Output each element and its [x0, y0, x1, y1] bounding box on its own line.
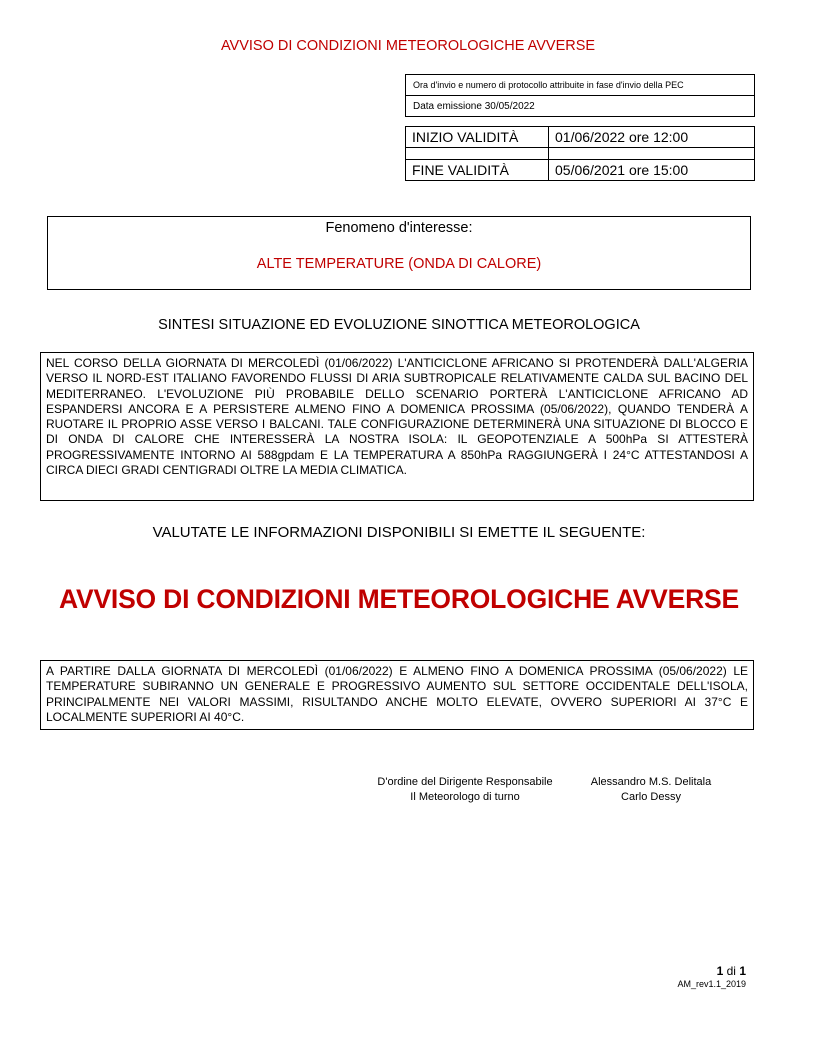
signature-right-line1: Alessandro M.S. Delitala	[590, 776, 712, 788]
phenomenon-box	[47, 216, 751, 290]
pec-info-table	[405, 74, 755, 117]
synthesis-heading: SINTESI SITUAZIONE ED EVOLUZIONE SINOTTICA METEOROLOGICA	[158, 317, 640, 333]
synthesis-text: NEL CORSO DELLA GIORNATA DI MERCOLEDÌ (01/06/2022) L'ANTICICLONE AFRICANO SI PROTENDERÀ DALL'ALGERIA VERSO IL NORD-EST ITALIANO FAVORENDO FLUSSI DI ARIA SUBTROPICALE RELATIVAMENTE CALDA SUL BACINO DEL MEDITERRANEO. L'EVOLUZIONE PIÙ PROBABILE DELLO SCENARIO PORTERÀ L'ANTICICLONE AFRICANO AD ESPANDERSI ANCORA E A PERSISTERE ALMENO FINO A DOMENICA PROSSIMA (05/06/2022), QUANDO TENDERÀ A RUOTARE IL PROPRIO ASSE VERSO I BALCANI. TALE CONFIGURAZIONE DETERMINERÀ UNA SITUAZIONE DI BLOCCO E DI ONDA DI CALORE CHE INTERESSERÀ LA NOSTRA ISOLA: IL GEOPOTENZIALE A 500hPa SI ATTESTERÀ PROGRESSIVAMENTE INTORNO AI 588gpdam E LA TEMPERATURA A 850hPa RAGGIUNGERÀ I 24°C ATTESTANDOSI A CIRCA DIECI GRADI CENTIGRADI OLTRE LA MEDIA CLIMATICA.	[40, 352, 754, 501]
signature-right	[580, 775, 722, 805]
page-sep: di	[723, 964, 740, 978]
validity-start-value: 01/06/2022 ore 12:00	[549, 127, 755, 148]
phenomenon-value: ALTE TEMPERATURE (ONDA DI CALORE)	[256, 256, 542, 272]
issue-heading: VALUTATE LE INFORMAZIONI DISPONIBILI SI EMETTE IL SEGUENTE:	[152, 524, 646, 541]
validity-end-label: FINE VALIDITÀ	[406, 160, 549, 181]
page-current: 1	[716, 964, 724, 978]
validity-start-label: INIZIO VALIDITÀ	[406, 127, 549, 148]
page-total: 1	[739, 964, 746, 978]
validity-end-value: 05/06/2021 ore 15:00	[549, 160, 755, 181]
phenomenon-label: Fenomeno d'interesse:	[325, 220, 473, 236]
signature-left-line1: D'ordine del Dirigente Responsabile	[377, 776, 553, 788]
page-number	[717, 964, 746, 978]
signature-right-line2: Carlo Dessy	[621, 791, 681, 803]
warning-title: AVVISO DI CONDIZIONI METEOROLOGICHE AVVERSE	[59, 584, 739, 614]
pec-note: Ora d'invio e numero di protocollo attribuite in fase d'invio della PEC	[406, 75, 755, 96]
revision-code: AM_rev1.1_2019	[677, 979, 746, 989]
signature-left	[360, 775, 570, 805]
signature-left-line2: Il Meteorologo di turno	[410, 791, 520, 803]
warning-text: A PARTIRE DALLA GIORNATA DI MERCOLEDÌ (01/06/2022) E ALMENO FINO A DOMENICA PROSSIMA (05/06/2022) LE TEMPERATURE SUBIRANNO UN GENERALE E PROGRESSIVO AUMENTO SUL SETTORE OCCIDENTALE DELL'ISOLA, PRINCIPALMENTE NEI VALORI MASSIMI, RISULTANDO ANCHE MOLTO ELEVATE, OVVERO SUPERIORI AI 37°C E LOCALMENTE SUPERIORI AI 40°C.	[40, 660, 754, 730]
validity-table	[405, 126, 755, 181]
emission-date: Data emissione 30/05/2022	[406, 96, 755, 117]
document-title: AVVISO DI CONDIZIONI METEOROLOGICHE AVVERSE	[220, 38, 596, 54]
